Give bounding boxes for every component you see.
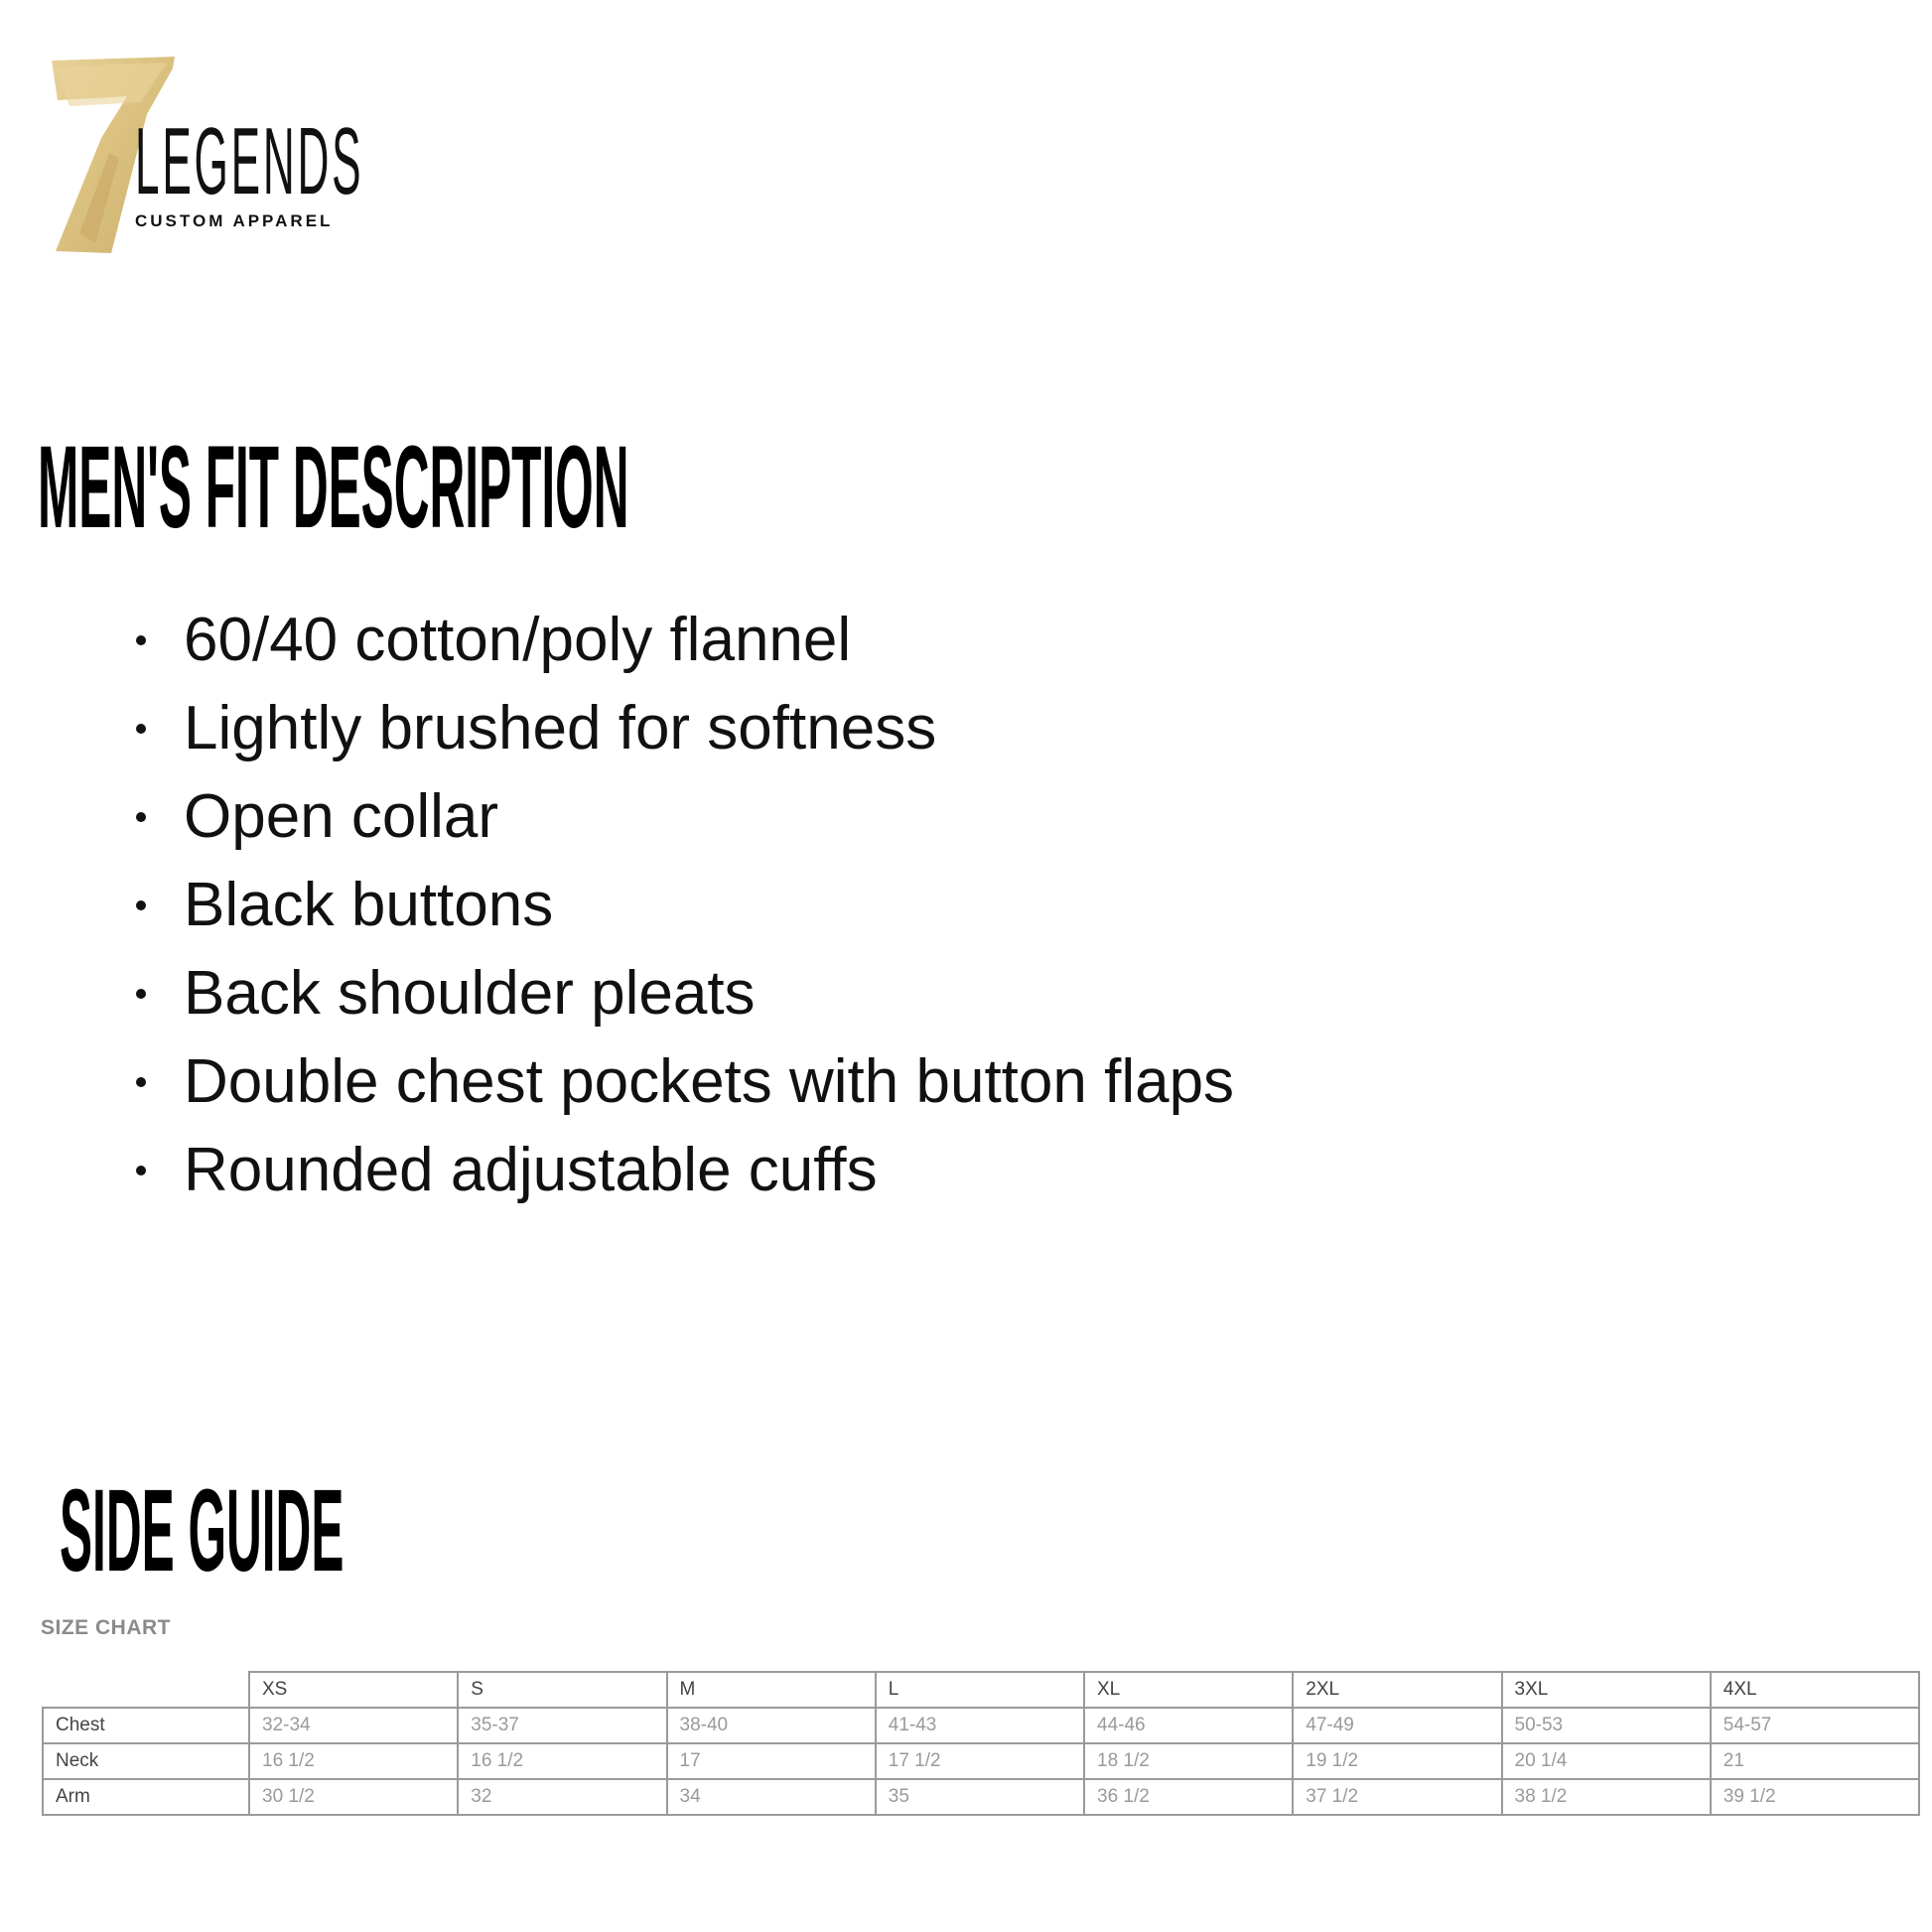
table-cell: 41-43	[876, 1708, 1084, 1743]
size-chart-table	[42, 1671, 1920, 1816]
table-cell: 37 1/2	[1293, 1779, 1501, 1815]
table-row	[43, 1743, 1919, 1779]
size-guide-heading: SIDE GUIDE	[60, 1465, 345, 1596]
brand-logo	[50, 55, 364, 258]
logo-wordmark: LEGENDS	[135, 108, 364, 214]
size-header-cell: XS	[249, 1672, 458, 1708]
feature-item	[134, 596, 1234, 684]
table-cell: 50-53	[1502, 1708, 1711, 1743]
measurement-label: Arm	[43, 1779, 249, 1815]
table-cell: 39 1/2	[1711, 1779, 1919, 1815]
feature-item	[134, 1037, 1234, 1126]
table-cell: 32-34	[249, 1708, 458, 1743]
table-cell: 38-40	[667, 1708, 876, 1743]
feature-item	[134, 1126, 1234, 1214]
table-cell: 35	[876, 1779, 1084, 1815]
bullet-icon	[136, 724, 146, 734]
feature-item	[134, 949, 1234, 1037]
feature-item	[134, 772, 1234, 861]
fit-description-heading: MEN'S FIT DESCRIPTION	[38, 422, 629, 553]
table-cell: 17 1/2	[876, 1743, 1084, 1779]
bullet-icon	[136, 989, 146, 999]
size-header-cell: 3XL	[1502, 1672, 1711, 1708]
table-header-row	[43, 1672, 1919, 1708]
feature-text: Back shoulder pleats	[184, 959, 756, 1028]
table-cell: 32	[458, 1779, 666, 1815]
table-cell: 54-57	[1711, 1708, 1919, 1743]
feature-text: Black buttons	[184, 871, 554, 939]
table-corner-cell	[43, 1672, 249, 1708]
size-header-cell: M	[667, 1672, 876, 1708]
table-cell: 30 1/2	[249, 1779, 458, 1815]
table-cell: 36 1/2	[1084, 1779, 1293, 1815]
table-cell: 38 1/2	[1502, 1779, 1711, 1815]
bullet-icon	[136, 1077, 146, 1087]
table-cell: 21	[1711, 1743, 1919, 1779]
feature-text: Lightly brushed for softness	[184, 694, 937, 762]
feature-text: Open collar	[184, 782, 499, 851]
bullet-icon	[136, 635, 146, 645]
feature-text: Double chest pockets with button flaps	[184, 1047, 1235, 1116]
table-cell: 19 1/2	[1293, 1743, 1501, 1779]
measurement-label: Neck	[43, 1743, 249, 1779]
table-row	[43, 1779, 1919, 1815]
table-cell: 16 1/2	[458, 1743, 666, 1779]
size-header-cell: XL	[1084, 1672, 1293, 1708]
feature-item	[134, 861, 1234, 949]
table-cell: 20 1/4	[1502, 1743, 1711, 1779]
feature-item	[134, 684, 1234, 772]
bullet-icon	[136, 1166, 146, 1175]
size-header-cell: 2XL	[1293, 1672, 1501, 1708]
table-cell: 47-49	[1293, 1708, 1501, 1743]
bullet-icon	[136, 812, 146, 822]
size-header-cell: L	[876, 1672, 1084, 1708]
feature-list	[134, 596, 1234, 1214]
table-cell: 16 1/2	[249, 1743, 458, 1779]
table-cell: 34	[667, 1779, 876, 1815]
logo-tagline: CUSTOM APPAREL	[135, 211, 334, 230]
table-cell: 44-46	[1084, 1708, 1293, 1743]
size-chart-caption: SIZE CHART	[41, 1616, 171, 1639]
table-cell: 35-37	[458, 1708, 666, 1743]
table-row	[43, 1708, 1919, 1743]
table-cell: 18 1/2	[1084, 1743, 1293, 1779]
feature-text: 60/40 cotton/poly flannel	[184, 606, 852, 674]
bullet-icon	[136, 900, 146, 910]
table-cell: 17	[667, 1743, 876, 1779]
size-header-cell: S	[458, 1672, 666, 1708]
measurement-label: Chest	[43, 1708, 249, 1743]
feature-text: Rounded adjustable cuffs	[184, 1136, 878, 1204]
size-header-cell: 4XL	[1711, 1672, 1919, 1708]
